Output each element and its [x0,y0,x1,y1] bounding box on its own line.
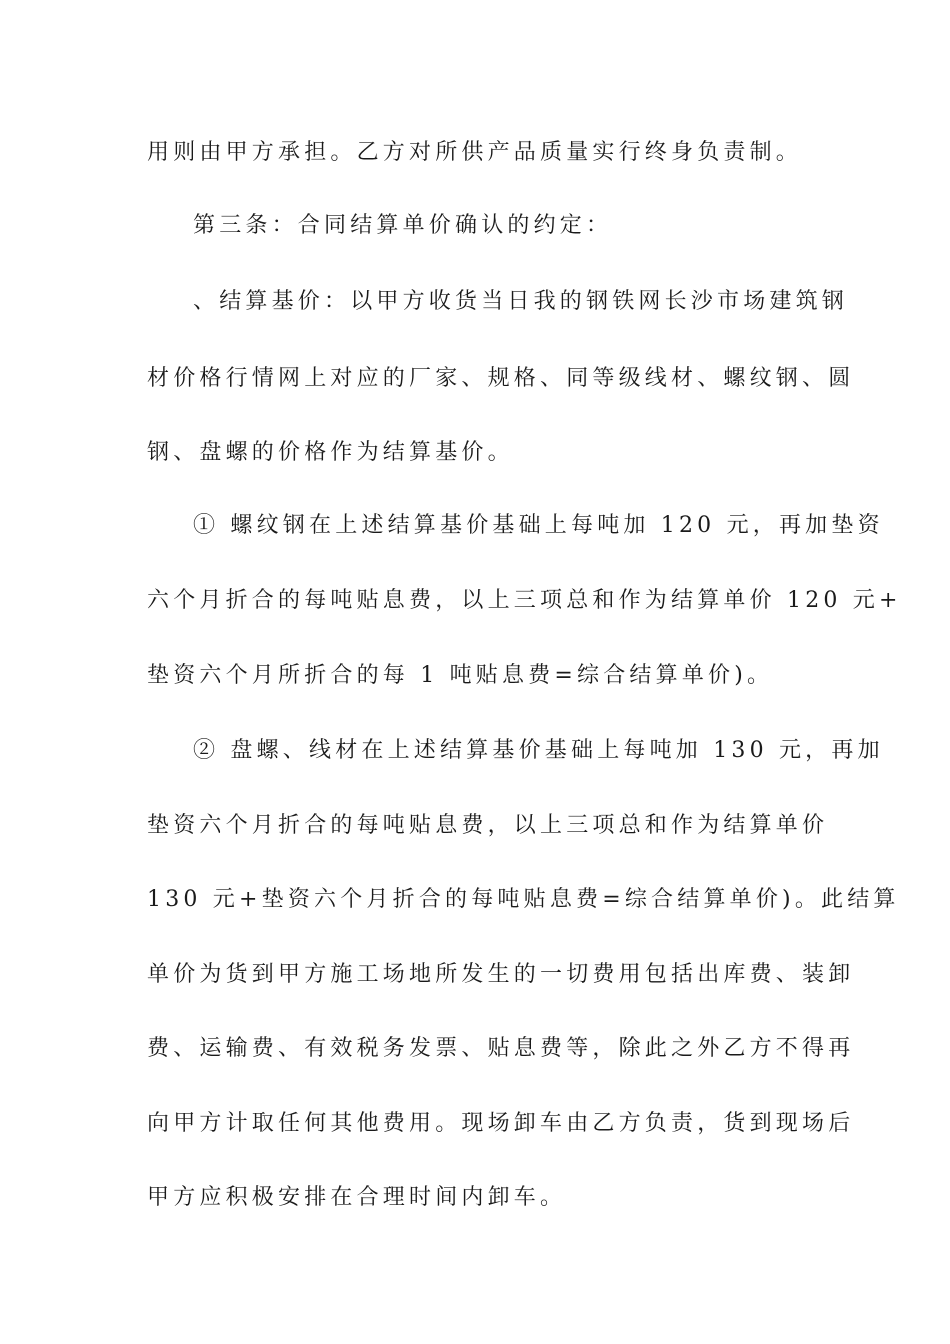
text-line: 甲方应积极安排在合理时间内卸车。 [147,1185,567,1210]
text-line: 垫资六个月折合的每吨贴息费，以上三项总和作为结算单价 [147,813,829,838]
text-line: 向甲方计取任何其他费用。现场卸车由乙方负责，货到现场后 [147,1111,855,1136]
text-line: 单价为货到甲方施工场地所发生的一切费用包括出库费、装卸 [147,962,855,987]
text-line: ① 螺纹钢在上述结算基价基础上每吨加 120 元，再加垫资 [193,513,884,538]
text-line: 钢、盘螺的价格作为结算基价。 [147,440,514,465]
text-line: 第三条：合同结算单价确认的约定： [193,213,613,238]
text-line: 材价格行情网上对应的厂家、规格、同等级线材、螺纹钢、圆 [147,366,855,391]
text-line: 六个月折合的每吨贴息费，以上三项总和作为结算单价 120 元+ [147,588,902,613]
text-line: 垫资六个月所折合的每 1 吨贴息费=综合结算单价)。 [147,663,774,688]
text-line: 费、运输费、有效税务发票、贴息费等，除此之外乙方不得再 [147,1036,855,1061]
text-line: 、结算基价：以甲方收货当日我的钢铁网长沙市场建筑钢 [193,289,849,314]
text-line: 用则由甲方承担。乙方对所供产品质量实行终身负责制。 [147,140,803,165]
text-line: ② 盘螺、线材在上述结算基价基础上每吨加 130 元，再加 [193,738,884,763]
text-line: 130 元+垫资六个月折合的每吨贴息费=综合结算单价)。此结算 [147,887,900,912]
